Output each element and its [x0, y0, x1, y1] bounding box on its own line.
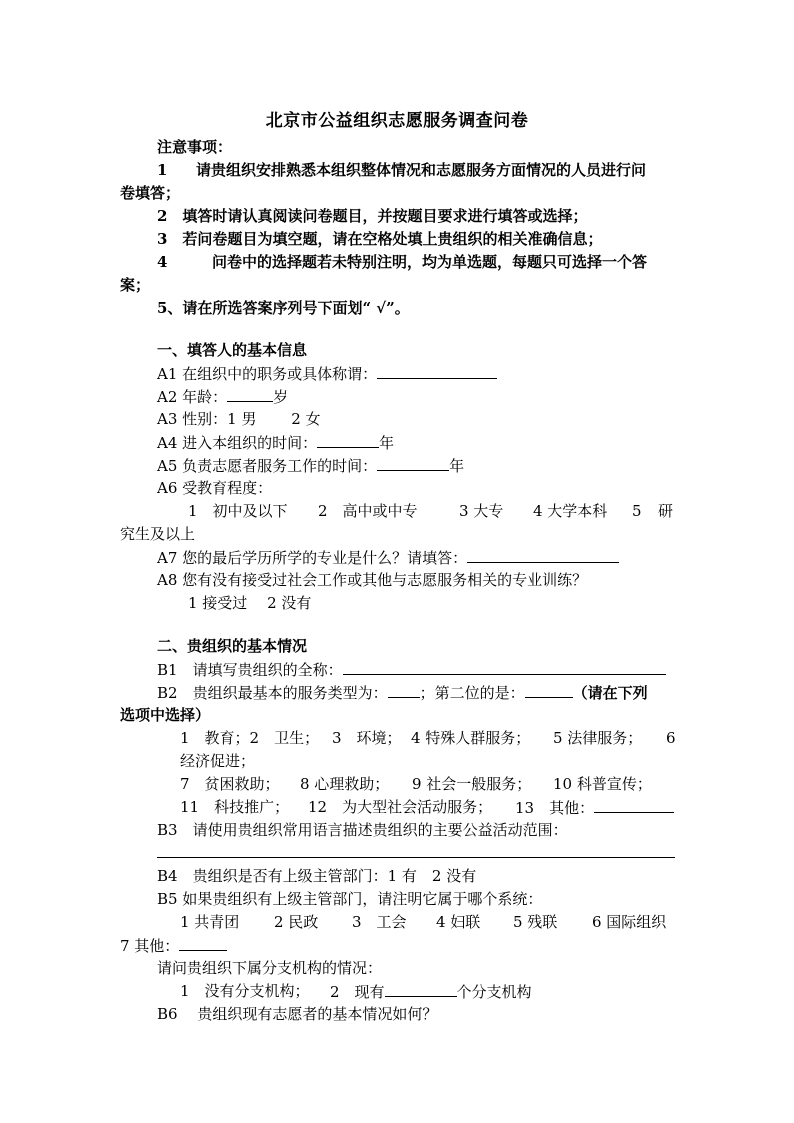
- question-b3: B3 请使用贵组织常用语言描述贵组织的主要公益活动范围：: [157, 821, 568, 839]
- a6-option-4[interactable]: 4 大学本科: [533, 502, 608, 520]
- question-b2: [157, 683, 648, 702]
- b2-option-12[interactable]: 12 为大型社会活动服务；: [308, 798, 493, 816]
- b5-option-5[interactable]: 5 残联: [513, 913, 558, 931]
- question-a2: [157, 387, 288, 406]
- question-a4: [157, 433, 394, 452]
- question-a5: [157, 456, 464, 475]
- question-b4: B4 贵组织是否有上级主管部门：1 有 2 没有: [157, 867, 477, 885]
- note-1-number: 1: [157, 161, 168, 179]
- question-b2-instruction-continued: 选项中选择）: [120, 706, 211, 724]
- note-1-continued: 卷填答；: [120, 184, 181, 202]
- question-branches: 请问贵组织下属分支机构的情况：: [157, 959, 383, 977]
- a6-option-5[interactable]: 5: [632, 502, 642, 520]
- section-1-heading: 一、填答人的基本信息: [157, 341, 308, 359]
- notes-heading: 注意事项：: [157, 138, 233, 156]
- b2-option-4[interactable]: 4 特殊人群服务；: [411, 729, 531, 747]
- b2-option-9[interactable]: 9 社会一般服务；: [412, 775, 532, 793]
- b3-answer-line[interactable]: [157, 857, 675, 858]
- b2-option-1-2[interactable]: 1 教育；2 卫生；: [180, 729, 320, 747]
- question-b5: B5 如果贵组织有上级主管部门，请注明它属于哪个系统：: [157, 890, 543, 908]
- b1-answer-blank[interactable]: [343, 660, 666, 675]
- b2-option-5[interactable]: 5 法律服务；: [553, 729, 643, 747]
- b5-option-4[interactable]: 4 妇联: [436, 913, 481, 931]
- note-4-number: 4: [157, 253, 168, 271]
- a6-option-5-continued: 究生及以上: [120, 525, 196, 543]
- section-2-heading: 二、贵组织的基本情况: [157, 637, 308, 655]
- question-a5-label: A5 负责志愿者服务工作的时间：: [157, 457, 378, 475]
- b2-option-6-continued: 经济促进；: [180, 752, 256, 770]
- page-title: 北京市公益组织志愿服务调查问卷: [265, 111, 529, 131]
- question-a8: A8 您有没有接受过社会工作或其他与志愿服务相关的专业训练？: [157, 571, 588, 589]
- a8-options[interactable]: 1 接受过 2 没有: [188, 594, 312, 612]
- note-5: 5、请在所选答案序列号下面划“ √”。: [157, 299, 410, 317]
- a5-unit: 年: [449, 457, 465, 475]
- b2-option-10[interactable]: 10 科普宣传；: [553, 775, 652, 793]
- note-4-continued: 案；: [120, 276, 151, 294]
- b2-option-11[interactable]: 11 科技推广；: [180, 798, 290, 816]
- b2-option-13-label: 13 其他：: [515, 799, 595, 817]
- a7-answer-blank[interactable]: [467, 548, 619, 563]
- question-a6: A6 受教育程度：: [157, 479, 273, 497]
- question-a2-label: A2 年龄：: [157, 388, 228, 406]
- b2-second-blank[interactable]: [525, 683, 573, 698]
- question-a1: [157, 364, 497, 383]
- b5-option-6[interactable]: 6 国际组织: [592, 913, 667, 931]
- a4-unit: 年: [379, 434, 395, 452]
- b5-option-7[interactable]: [120, 936, 227, 955]
- question-b6: B6 贵组织现有志愿者的基本情况如何？: [157, 1005, 438, 1023]
- question-a7: [157, 548, 619, 567]
- branches-option-2[interactable]: [330, 982, 532, 1001]
- a4-answer-blank[interactable]: [317, 433, 379, 448]
- a6-option-2[interactable]: 2 高中或中专: [318, 502, 418, 520]
- a1-answer-blank[interactable]: [377, 364, 497, 379]
- question-a3: A3 性别：1 男 2 女: [157, 410, 321, 428]
- question-a7-label: A7 您的最后学历所学的专业是什么？请填答：: [157, 549, 468, 567]
- branches-option-1[interactable]: 1 没有分支机构；: [180, 982, 310, 1000]
- question-a1-label: A1 在组织中的职务或具体称谓：: [157, 365, 378, 383]
- b5-option-7-label: 7 其他：: [120, 937, 180, 955]
- b5-option-2[interactable]: 2 民政: [274, 913, 319, 931]
- b2-other-blank[interactable]: [594, 798, 674, 813]
- b2-first-blank[interactable]: [388, 683, 420, 698]
- b5-option-3[interactable]: 3 工会: [352, 913, 407, 931]
- question-b1-label: B1 请填写贵组织的全称：: [157, 661, 343, 679]
- question-a4-label: A4 进入本组织的时间：: [157, 434, 318, 452]
- b2-option-8[interactable]: 8 心理救助；: [300, 775, 390, 793]
- b2-option-7[interactable]: 7 贫困救助；: [180, 775, 280, 793]
- a5-answer-blank[interactable]: [377, 456, 449, 471]
- branches-option-2-label: 2 现有: [330, 983, 385, 1001]
- b5-option-1[interactable]: 1 共青团: [180, 913, 240, 931]
- question-b2-instruction: （请在下列: [572, 684, 648, 702]
- branches-option-2-unit: 个分支机构: [456, 983, 532, 1001]
- question-b2-label: B2 贵组织最基本的服务类型为：: [157, 684, 388, 702]
- b2-option-6[interactable]: 6: [666, 729, 676, 747]
- b2-option-3[interactable]: 3 环境；: [332, 729, 402, 747]
- a6-option-3[interactable]: 3 大专: [459, 502, 504, 520]
- b5-other-blank[interactable]: [179, 936, 227, 951]
- a2-unit: 岁: [273, 388, 289, 406]
- note-3: 3 若问卷题目为填空题，请在空格处填上贵组织的相关准确信息；: [157, 230, 603, 248]
- note-4-text: 问卷中的选择题若未特别注明，均为单选题，每题只可选择一个答: [212, 253, 648, 271]
- a6-option-5-text: 研: [658, 502, 674, 520]
- a2-answer-blank[interactable]: [227, 387, 273, 402]
- a6-option-1[interactable]: 1 初中及以下: [188, 502, 288, 520]
- note-2: 2 填答时请认真阅读问卷题目，并按题目要求进行填答或选择；: [157, 207, 588, 225]
- b2-option-13[interactable]: [515, 798, 674, 817]
- question-b1: [157, 660, 666, 679]
- question-b2-second: ；第二位的是：: [419, 684, 525, 702]
- branches-count-blank[interactable]: [385, 982, 457, 997]
- note-1-text: 请贵组织安排熟悉本组织整体情况和志愿服务方面情况的人员进行问: [196, 161, 647, 179]
